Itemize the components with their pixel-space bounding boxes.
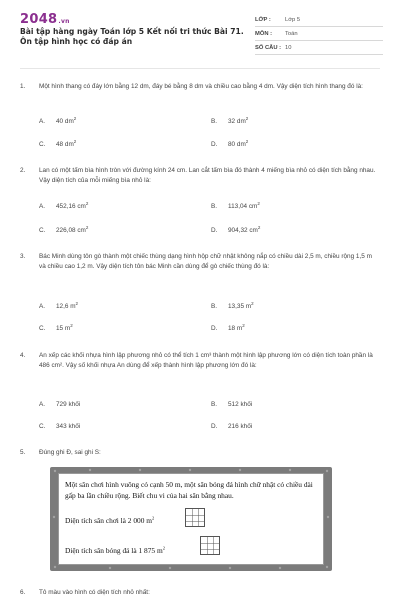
q3-option-c[interactable]: C. 15 $m^2$ <box>39 322 73 332</box>
q2-option-a[interactable]: A. 452,16 $cm^2$ <box>39 200 89 210</box>
q1-option-d[interactable]: D. 80 $dm^2$ <box>211 138 249 148</box>
q2-option-b[interactable]: B. 113,04 $cm^2$ <box>211 200 260 210</box>
q4-option-b[interactable]: B. 512 khối <box>211 401 253 408</box>
q1-option-a[interactable]: A. 40 $dm^2$ <box>39 115 77 125</box>
q2-option-c[interactable]: C. 226,08 $cm^2$ <box>39 224 89 234</box>
question-4: 4. An xếp các khối nhựa hình lập phương nhỏ có thể tích 1 cm³ thành một hình lập phương lớn có diện tích toàn phần là 486 cm². Vậy số khối nhựa An dùng để xếp thành hình lập phương lớn đó là: <box>20 352 373 369</box>
q3-option-a[interactable]: A. 12,6 $m^2$ <box>39 300 79 310</box>
q3-option-b[interactable]: B. 13,35 $m^2$ <box>211 300 254 310</box>
q1-option-b[interactable]: B. 32 $dm^2$ <box>211 115 249 125</box>
question-3: 3. Bác Minh dùng tôn gò thành một chiếc thùng dạng hình hộp chữ nhật không nắp có chiều dài 2,5 m, chiều rộng 1,5 m và chiều cao 1,2 m. Vậy diện tích tôn bác Minh cần dùng để gò chiếc thùng đó là: <box>20 253 372 270</box>
q2-option-d[interactable]: D. 904,32 $cm^2$ <box>211 224 261 234</box>
meta-subject: MÔN : Toán <box>255 28 383 41</box>
header-divider <box>20 68 380 69</box>
worksheet-header <box>0 0 400 60</box>
question-2: 2. Lan có một tấm bìa hình tròn với đường kính 24 cm. Lan cắt tấm bìa đó thành 4 miếng bìa nhỏ có diện tích bằng nhau. Vậy diện tích của mỗi miếng bìa nhỏ là: <box>20 167 376 184</box>
answer-grid-1[interactable] <box>185 508 205 527</box>
site-logo[interactable]: 2048.vn <box>20 12 70 27</box>
statement-1: Diện tích sân chơi là 2 000 $m^2$ <box>65 515 155 525</box>
question-1: 1. Một hình thang có đáy lớn bằng 12 dm, đáy bé bằng 8 dm và chiều cao bằng 4 dm. Vậy diện tích hình thang đó là: <box>20 83 363 90</box>
q3-option-d[interactable]: D. 18 $m^2$ <box>211 322 245 332</box>
page-title: Bài tập hàng ngày Toán lớp 5 Kết nối tri thức Bài 71. Ôn tập hình học có đáp án <box>20 27 244 46</box>
meta-question-count: SỐ CÂU : 10 <box>255 42 383 55</box>
q1-option-c[interactable]: C. 48 $dm^2$ <box>39 138 77 148</box>
answer-grid-2[interactable] <box>200 536 220 555</box>
q4-option-d[interactable]: D. 216 khối <box>211 423 253 430</box>
q4-option-c[interactable]: C. 343 khối <box>39 423 81 430</box>
q4-option-a[interactable]: A. 729 khối <box>39 401 81 408</box>
statement-2: Diện tích sân bóng đá là 1 875 $m^2$ <box>65 545 165 555</box>
meta-grade: LỚP : Lớp 5 <box>255 14 383 27</box>
question-6: 6. Tô màu vào hình có diện tích nhỏ nhất: <box>20 589 150 596</box>
problem-text: Một sân chơi hình vuông có cạnh 50 m, một sân bóng đá hình chữ nhật có chiều dài gấp ba lần chiều rộng. Biết chu vi của hai sân bằng nhau. <box>65 480 313 500</box>
question-5: 5. Đúng ghi Đ, sai ghi S: <box>20 449 101 456</box>
